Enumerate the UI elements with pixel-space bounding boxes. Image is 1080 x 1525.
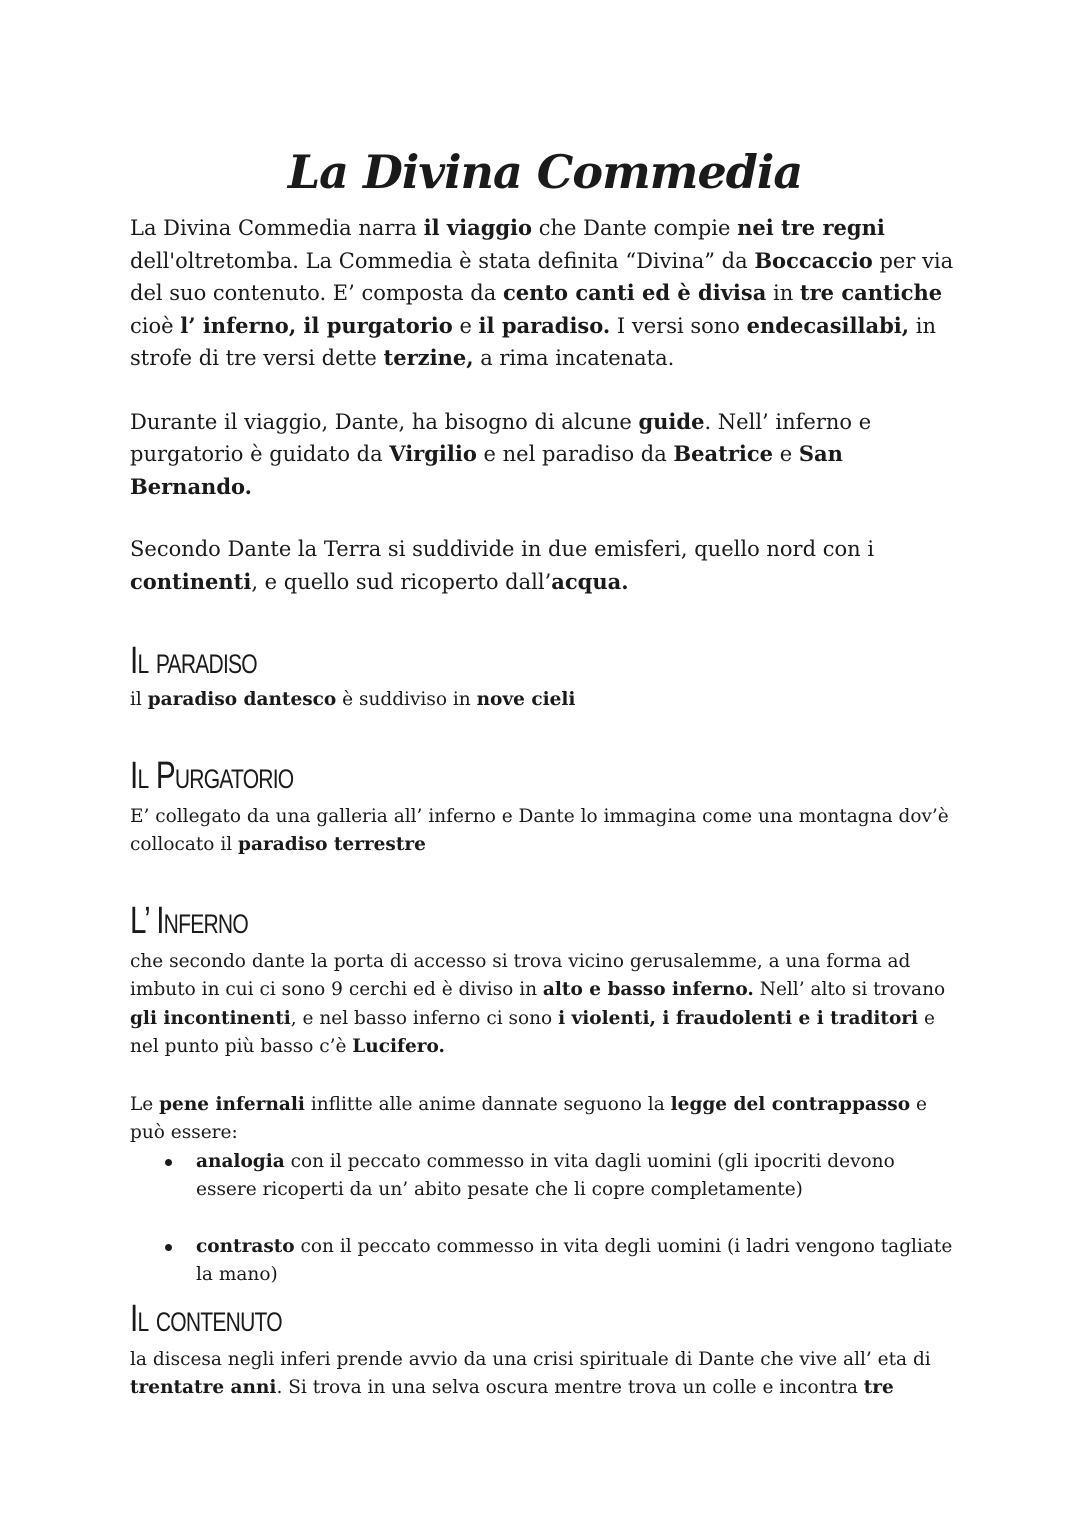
bold-text-run: alto e basso inferno. bbox=[542, 979, 754, 1000]
bold-text-run: San Bernando. bbox=[130, 441, 843, 499]
bold-text-run: paradiso terrestre bbox=[238, 834, 426, 855]
text-run: con il peccato commesso in vita degli uomini (i ladri vengono tagliate la mano) bbox=[196, 1235, 953, 1285]
bold-text-run: acqua. bbox=[551, 568, 629, 594]
heading-contenuto: Il contenuto bbox=[130, 1297, 282, 1340]
bold-text-run: gli incontinenti bbox=[130, 1007, 291, 1029]
text-run: E’ collegato da una galleria all’ inferno e Dante lo immagina come una montagna dov’è collocato il bbox=[130, 805, 949, 855]
bold-text-run: terzine, bbox=[383, 345, 474, 370]
bold-text-run: analogia bbox=[196, 1150, 285, 1172]
text-run: , e quello sud ricoperto dall’ bbox=[251, 569, 552, 594]
inferno-paragraph-2 bbox=[130, 1091, 960, 1148]
intro-section bbox=[130, 212, 960, 598]
intro-paragraph-3 bbox=[130, 534, 960, 598]
text-run: e può essere: bbox=[130, 1093, 927, 1143]
bold-text-run: pene infernali bbox=[159, 1093, 305, 1115]
bold-text-run: paradiso dantesco bbox=[147, 689, 337, 710]
text-run: La Divina Commedia narra bbox=[130, 216, 424, 240]
text-run: è suddiviso in bbox=[336, 689, 477, 710]
bold-text-run: trentatre anni bbox=[130, 1377, 277, 1398]
bold-text-run: nove cieli bbox=[476, 689, 576, 710]
contrappasso-list bbox=[130, 1148, 960, 1290]
section-contenuto bbox=[130, 1296, 960, 1403]
heading-purgatorio: Il Purgatorio bbox=[130, 754, 294, 797]
text-run: la discesa negli inferi prende avvio da una crisi spirituale di Dante che vive all’ eta di bbox=[130, 1348, 931, 1370]
list-item-analogia bbox=[196, 1148, 960, 1205]
heading-inferno: L’ Inferno bbox=[130, 899, 248, 942]
bold-text-run: nei tre regni bbox=[737, 215, 885, 240]
text-run: e bbox=[452, 313, 479, 338]
text-run: con il peccato commesso in vita dagli uomini (gli ipocriti devono essere ricoperti da un’ abito pesate che li copre completamente) bbox=[196, 1150, 895, 1200]
bold-text-run: continenti bbox=[130, 568, 252, 594]
document-page bbox=[130, 140, 960, 1403]
text-run: Le bbox=[130, 1093, 160, 1115]
text-run: in bbox=[766, 281, 800, 305]
text-run: . Si trova in una selva oscura mentre trova un colle e incontra bbox=[276, 1377, 864, 1398]
bold-text-run: il paradiso. bbox=[478, 312, 611, 338]
text-run: Nell’ alto si trovano bbox=[753, 979, 946, 1000]
text-run: in strofe di tre versi dette bbox=[130, 313, 936, 370]
bold-text-run: tre bbox=[863, 1377, 894, 1398]
bold-text-run: l’ inferno, il purgatorio bbox=[180, 312, 453, 338]
heading-paradiso: Il paradiso bbox=[130, 640, 257, 682]
bold-text-run: i violenti, i fraudolenti e i traditori bbox=[558, 1007, 919, 1029]
section-inferno bbox=[130, 898, 960, 1290]
list-item-contrasto bbox=[196, 1233, 960, 1290]
text-run: Durante il viaggio, Dante, ha bisogno di alcune bbox=[130, 409, 639, 434]
text-run: che secondo dante la porta di accesso si trova vicino gerusalemme, a una forma ad imbuto in cui ci sono 9 cerchi ed è diviso in bbox=[130, 950, 911, 1000]
inferno-paragraph-1 bbox=[130, 948, 960, 1062]
intro-paragraph-1 bbox=[130, 212, 960, 375]
text-run: per via del suo contenuto. E’ composta da bbox=[130, 248, 954, 305]
contenuto-paragraph bbox=[130, 1346, 960, 1403]
bold-text-run: contrasto bbox=[196, 1235, 295, 1257]
text-run: I versi sono bbox=[610, 313, 747, 338]
intro-paragraph-2 bbox=[130, 406, 960, 504]
bold-text-run: Virgilio bbox=[389, 441, 477, 466]
section-purgatorio bbox=[130, 753, 960, 860]
section-paradiso bbox=[130, 638, 960, 715]
bold-text-run: tre cantiche bbox=[799, 280, 943, 305]
bold-text-run: endecasillabi, bbox=[746, 312, 910, 338]
text-run: , e nel basso inferno ci sono bbox=[290, 1007, 559, 1029]
text-run: che Dante compie bbox=[532, 216, 738, 240]
bold-text-run: legge del contrappasso bbox=[670, 1093, 911, 1115]
bold-text-run: cento canti ed è divisa bbox=[502, 280, 767, 305]
text-run: Secondo Dante la Terra si suddivide in due emisferi, quello nord con i bbox=[130, 537, 875, 561]
text-run: il bbox=[130, 689, 148, 710]
text-run: a rima incatenata. bbox=[473, 346, 675, 370]
text-run: e nel punto più basso c’è bbox=[130, 1007, 935, 1057]
text-run: . Nell’ inferno e purgatorio è guidato da bbox=[130, 409, 872, 466]
bold-text-run: Beatrice bbox=[673, 441, 774, 466]
text-run: e nel paradiso da bbox=[476, 442, 674, 466]
text-run: dell'oltretomba. La Commedia è stata definita “Divina” da bbox=[130, 248, 755, 273]
text-run: inflitte alle anime dannate seguono la bbox=[304, 1093, 671, 1115]
text-run: cioè bbox=[130, 313, 181, 338]
paradiso-paragraph bbox=[130, 686, 960, 715]
bold-text-run: Lucifero. bbox=[352, 1036, 445, 1057]
text-run: e bbox=[773, 442, 799, 466]
bold-text-run: Boccaccio bbox=[754, 247, 873, 273]
bold-text-run: guide bbox=[638, 408, 705, 434]
document-title: La Divina Commedia bbox=[287, 145, 803, 199]
bold-text-run: il viaggio bbox=[423, 215, 533, 240]
purgatorio-paragraph bbox=[130, 803, 960, 860]
